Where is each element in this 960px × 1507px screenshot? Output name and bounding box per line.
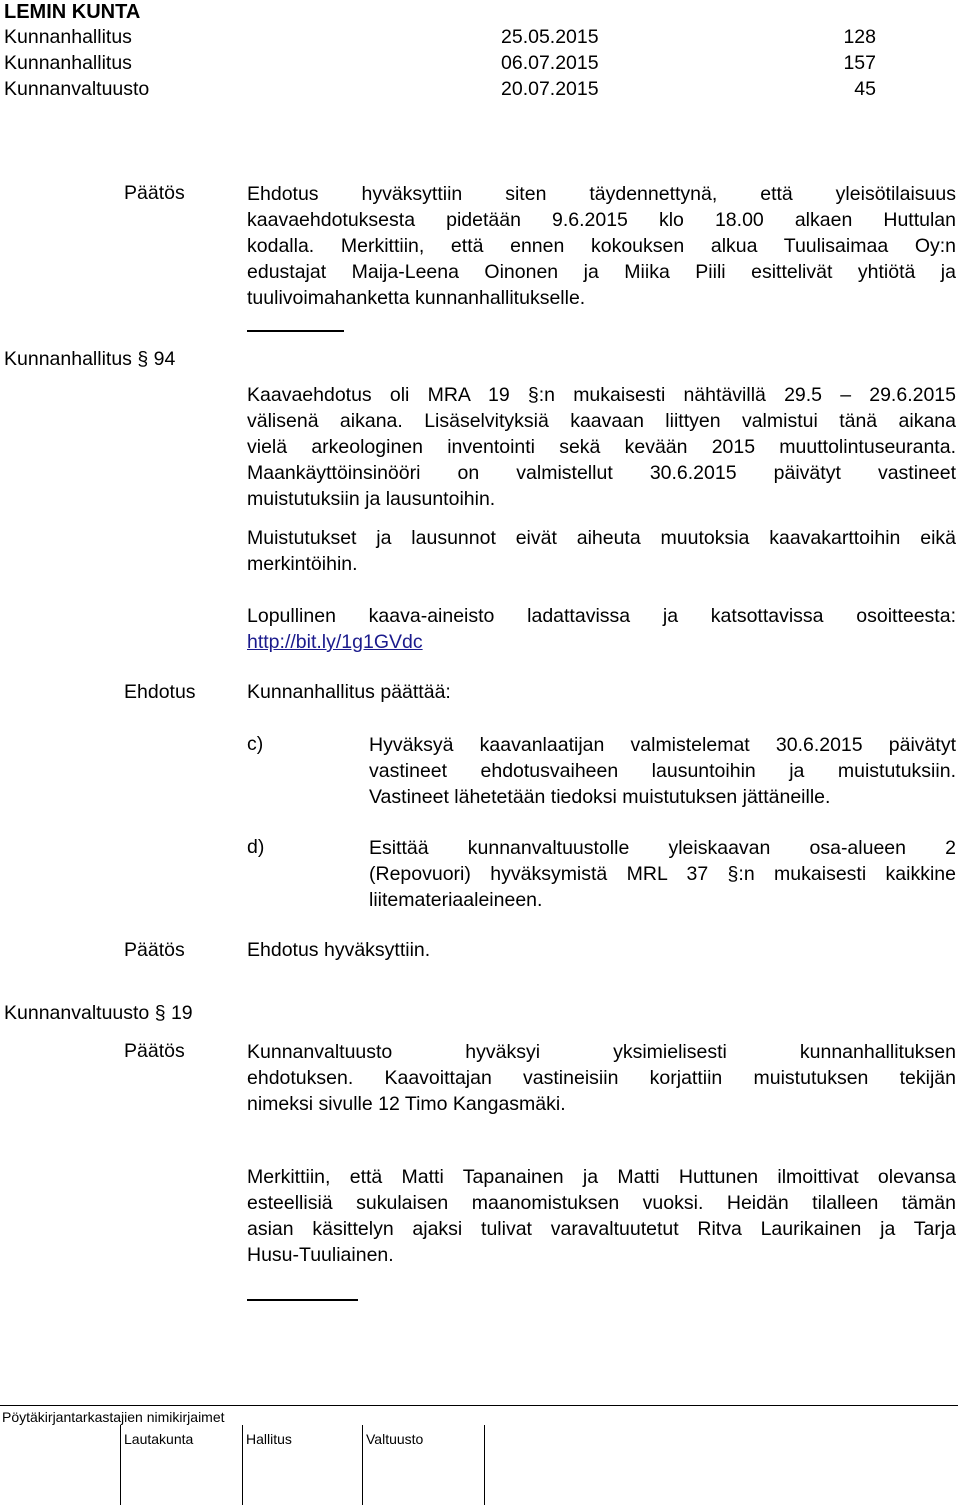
header-body: Kunnanvaltuusto xyxy=(4,78,150,100)
text-line: asian käsittelyn ajaksi tulivat varavaltuutetut Ritva Laurikainen ja Tarja xyxy=(247,1218,956,1240)
footer-divider xyxy=(120,1425,121,1505)
separator-line xyxy=(247,1299,358,1301)
footer-divider xyxy=(362,1425,363,1505)
text-line: merkintöihin. xyxy=(247,553,358,575)
text-line: Hyväksyä kaavanlaatijan valmistelemat 30.6.2015 päivätyt xyxy=(369,734,956,756)
text-line: Maankäyttöinsinööri on valmistellut 30.6.2015 päivätyt vastineet xyxy=(247,462,956,484)
text-line: Ehdotus hyväksyttiin siten täydennettynä, että yleisötilaisuus xyxy=(247,183,956,205)
material-link[interactable]: http://bit.ly/1g1GVdc xyxy=(247,631,423,653)
text-line: esteellisiä sukulaisen maanomistuksen vuoksi. Heidän tilalleen tämän xyxy=(247,1192,956,1214)
text-line: nimeksi sivulle 12 Timo Kangasmäki. xyxy=(247,1093,566,1115)
list-marker: c) xyxy=(247,733,264,755)
decision-label: Päätös xyxy=(124,1040,185,1062)
decision-text: Ehdotus hyväksyttiin. xyxy=(247,939,431,961)
footer-column-hallitus: Hallitus xyxy=(246,1431,292,1447)
text-line: kaavaehdotuksesta pidetään 9.6.2015 klo 18.00 alkaen Huttulan xyxy=(247,209,956,231)
list-marker: d) xyxy=(247,836,265,858)
footer-divider xyxy=(242,1425,243,1505)
text-line: Kunnanvaltuusto hyväksyi yksimielisesti kunnanhallituksen xyxy=(247,1041,956,1063)
header-date: 20.07.2015 xyxy=(501,78,599,100)
link-line xyxy=(247,629,956,655)
header-page: 45 xyxy=(854,78,876,100)
text-line: vastineet ehdotusvaiheen lausuntoihin ja muistutuksiin. xyxy=(369,760,956,782)
text-line: Husu-Tuuliainen. xyxy=(247,1244,394,1266)
header-date: 06.07.2015 xyxy=(501,52,599,74)
text-line: vielä arkeologinen inventointi sekä kevään 2015 muuttolintuseuranta. xyxy=(247,436,956,458)
text-line: edustajat Maija-Leena Oinonen ja Miika Piili esittelivät yhtiötä ja xyxy=(247,261,956,283)
text-line: muistutuksiin ja lausuntoihin. xyxy=(247,488,496,510)
preparation-paragraph-2 xyxy=(247,525,956,577)
proposal-intro: Kunnanhallitus päättää: xyxy=(247,681,451,703)
text-line: Esittää kunnanvaltuustolle yleiskaavan osa-alueen 2 xyxy=(369,837,956,859)
text-line: Kaavaehdotus oli MRA 19 §:n mukaisesti nähtävillä 29.5 – 29.6.2015 xyxy=(247,384,956,406)
proposal-label: Ehdotus xyxy=(124,681,196,703)
separator-line xyxy=(247,330,344,332)
text-line: Merkittiin, että Matti Tapanainen ja Matti Huttunen ilmoittivat olevansa xyxy=(247,1166,956,1188)
text-line: (Repovuori) hyväksymistä MRL 37 §:n mukaisesti kaikkine xyxy=(369,863,956,885)
text-line: kodalla. Merkittiin, että ennen kokouksen alkua Tuulisaimaa Oy:n xyxy=(247,235,956,257)
proposal-item-d xyxy=(369,835,956,913)
decision-note xyxy=(247,1164,956,1268)
decision-text xyxy=(247,181,956,311)
org-name: LEMIN KUNTA xyxy=(4,1,141,23)
footer-top-line xyxy=(0,1405,958,1406)
decision-text xyxy=(247,1039,956,1117)
decision-label: Päätös xyxy=(124,182,185,204)
section-heading-kunnanvaltuusto: Kunnanvaltuusto § 19 xyxy=(4,1002,193,1024)
footer-column-valtuusto: Valtuusto xyxy=(366,1431,424,1447)
text-line: ehdotuksen. Kaavoittajan vastineisiin korjattiin muistutuksen tekijän xyxy=(247,1067,956,1089)
decision-label: Päätös xyxy=(124,939,185,961)
preparation-text xyxy=(247,382,956,512)
text-line: Lopullinen kaava-aineisto ladattavissa ja katsottavissa osoitteesta: xyxy=(247,605,956,627)
footer-divider xyxy=(484,1425,485,1505)
preparation-paragraph-3 xyxy=(247,603,956,655)
section-heading-kunnanhallitus: Kunnanhallitus § 94 xyxy=(4,348,176,370)
text-line: tuulivoimahanketta kunnanhallitukselle. xyxy=(247,287,586,309)
header-body: Kunnanhallitus xyxy=(4,52,132,74)
header-date: 25.05.2015 xyxy=(501,26,599,48)
text-line: Muistutukset ja lausunnot eivät aiheuta muutoksia kaavakarttoihin eikä xyxy=(247,527,956,549)
text-line: liitemateriaaleineen. xyxy=(369,889,543,911)
proposal-item-c xyxy=(369,732,956,810)
footer-column-lautakunta: Lautakunta xyxy=(124,1431,194,1447)
header-body: Kunnanhallitus xyxy=(4,26,132,48)
header-page: 157 xyxy=(843,52,876,74)
footer-title: Pöytäkirjantarkastajien nimikirjaimet xyxy=(2,1409,225,1425)
text-line: Vastineet lähetetään tiedoksi muistutuksen jättäneille. xyxy=(369,786,831,808)
text-line: välisenä aikana. Lisäselvityksiä kaavaan liittyen valmistui tänä aikana xyxy=(247,410,956,432)
header-page: 128 xyxy=(843,26,876,48)
